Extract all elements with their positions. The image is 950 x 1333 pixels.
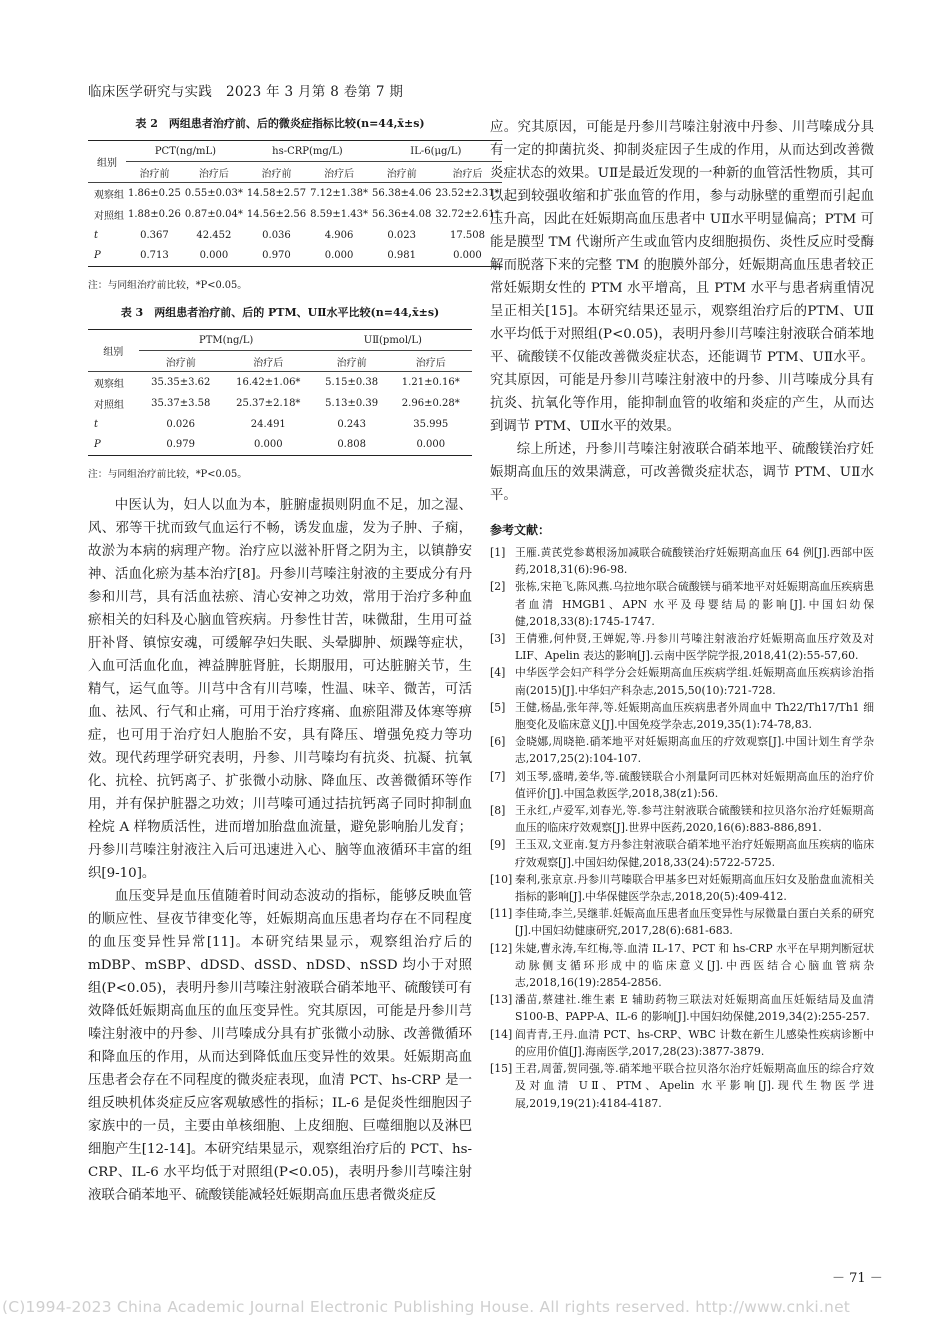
table-cell: 24.491	[250, 418, 286, 430]
table-cell: 8.59±1.43*	[310, 208, 369, 220]
table-row	[88, 393, 472, 414]
table-cell: 0.000	[416, 439, 446, 451]
table-cell: 0.036	[262, 229, 291, 241]
table2-subheader: 治疗后	[433, 162, 501, 183]
reference-number: [15]	[490, 1062, 513, 1076]
reference-text: 阎青青,王丹.血清 PCT、hs-CRP、WBC 计数在新生儿感染性疾病诊断中的应用价值[J].海南医学,2017,28(23):3877-3879.	[515, 1027, 874, 1058]
table-cell: 17.508	[449, 229, 485, 241]
body-paragraph: 应。究其原因，可能是丹参川芎嗪注射液中丹参、川芎嗪成分具有一定的抑菌抗炎、抑制炎症因子生成的作用，从而达到改善微炎症状态的效果。UⅡ是最近发现的一种新的血管活性物质，其可以起到较强收缩和扩张血管的作用，参与动脉壁的重塑而引起血压升高，因此在妊娠期高血压患者中 UⅡ水平明显偏高；PTM 可能是膜型 TM 代谢所产生或血管内皮细胞损伤、炎性反应时受酶解而脱落下来的完整 TM 的胞膜外部分，妊娠期高血压患者较正常妊娠期女性的 PTM 水平增高，且 PTM 水平与患者病重情况呈正相关[15]。本研究结果还显示，观察组治疗后的PTM、UⅡ水平均低于对照组(P<0.05)，表明丹参川芎嗪注射液联合硝苯地平、硫酸镁不仅能改善微炎症状态，还能调节 PTM、UⅡ水平。究其原因，可能是丹参川芎嗪注射液中的丹参、川芎嗪成分具有抗炎、抗氧化等作用，能抑制血管的收缩和炎症的产生，从而达到调节 PTM、UⅡ水平的效果。	[490, 120, 874, 434]
reference-text: 王玉双,文亚南.复方丹参注射液联合硝苯地平治疗妊娠期高血压疾病的临床疗效观察[J].中国妇幼保健,2018,33(24):5722-5725.	[515, 838, 874, 869]
table2-subheader: 治疗后	[308, 162, 370, 183]
reference-text: 中华医学会妇产科学分会妊娠期高血压疾病学组.妊娠期高血压疾病诊治指南(2015)[J].中华妇产科杂志,2015,50(10):721-728.	[515, 666, 874, 697]
table-cell: 0.981	[387, 250, 416, 262]
table-row	[88, 225, 502, 246]
reference-number: [2]	[490, 580, 506, 594]
reference-text: 潘苗,蔡建社.维生素 E 辅助药物三联法对妊娠期高血压妊娠结局及血清 S100-B、PAPP-A、IL-6 的影响[J].中国妇幼保健,2019,34(2):255-257.	[515, 993, 874, 1024]
reference-number: [9]	[490, 838, 506, 852]
copyright-footer	[0, 1298, 950, 1316]
table-cell: 4.906	[324, 229, 354, 241]
reference-text: 王永红,卢爱军,刘春光,等.参芎注射液联合硫酸镁和拉贝洛尔治疗妊娠期高血压的临床疗效观察[J].世界中医药,2020,16(6):883-886,891.	[515, 804, 874, 835]
table-cell: 7.12±1.38*	[310, 187, 369, 199]
right-column	[490, 116, 874, 1112]
table-row	[88, 435, 472, 456]
table-cell: 42.452	[196, 229, 232, 241]
reference-item	[490, 1060, 874, 1112]
table-cell: 1.21±0.16*	[401, 376, 460, 388]
table3-subheader: 治疗前	[139, 351, 223, 372]
table-cell: 对照组	[94, 399, 124, 411]
table-cell: P	[94, 439, 101, 451]
reference-item	[490, 544, 874, 578]
table-cell: t	[94, 418, 99, 430]
table-cell: 2.96±0.28*	[401, 397, 460, 409]
table2-group-header: 组别	[88, 141, 126, 183]
reference-item	[490, 836, 874, 870]
table2-header-il6: IL-6(μg/L)	[370, 141, 502, 162]
table-cell: 0.000	[324, 250, 354, 262]
table-cell: 14.58±2.57	[246, 187, 307, 199]
table-row	[88, 246, 502, 267]
reference-number: [7]	[490, 769, 506, 783]
table-cell: 14.56±2.56	[246, 208, 307, 220]
table2	[88, 140, 502, 267]
table2-subheader: 治疗前	[126, 162, 183, 183]
page-number: － 71 －	[832, 1271, 883, 1286]
table-cell: 35.37±3.58	[151, 397, 211, 409]
reference-text: 王倩雅,何仲贤,王婵妮,等.丹参川芎嗪注射液治疗妊娠期高血压疗效及对 LIF、Apelin 表达的影响[J].云南中医学院学报,2018,41(2):55-57,60.	[515, 632, 874, 663]
table-cell: 0.026	[166, 418, 196, 430]
reference-list	[490, 544, 874, 1112]
table-cell: 0.000	[199, 250, 229, 262]
reference-number: [8]	[490, 804, 506, 818]
body-paragraph: 血压变异是血压值随着时间动态波动的指标，能够反映血管的顺应性、昼夜节律变化等，妊娠期高血压患者均存在不同程度的血压变异性异常[11]。本研究结果显示，观察组治疗后的 mDBP、mSBP、dDSD、dSSD、nDSD、nSSD 均小于对照组(P<0.05)，表明丹参川芎嗪注射液联合硝苯地平、硫酸镁可有效降低妊娠期高血压的血压变异性。究其原因，可能是丹参川芎嗪注射液中的丹参、川芎嗪成分具有扩张微小动脉、改善微循环和降血压的作用，从而达到降低血压变异性的效果。妊娠期高血压患者会存在不同程度的微炎症表现，血清 PCT、hs-CRP 是一组反映机体炎症反应客观敏感性的指标；IL-6 是促炎性细胞因子家族中的一员，主要由单核细胞、上皮细胞、巨噬细胞以及淋巴细胞产生[12-14]。本研究结果显示，观察组治疗后的 PCT、hs-CRP、IL-6 水平均低于对照组(P<0.05)，表明丹参川芎嗪注射液联合硝苯地平、硫酸镁能减轻妊娠期高血压患者微炎症反	[88, 889, 472, 1203]
table3-subheader: 治疗前	[314, 351, 390, 372]
table-cell: t	[94, 229, 99, 241]
reference-text: 王雁.黄芪党参葛根汤加减联合硫酸镁治疗妊娠期高血压 64 例[J].西部中医药,2018,31(6):96-98.	[515, 546, 874, 577]
table3-header-u2: UⅡ(pmol/L)	[314, 330, 472, 351]
table-cell: 0.87±0.04*	[184, 208, 243, 220]
reference-text: 秦利,张京京.丹参川芎嗪联合甲基多巴对妊娠期高血压妇女及胎盘血流相关指标的影响[J].中华保健医学杂志,2018,20(5):409-412.	[515, 872, 874, 904]
reference-text: 张栋,宋艳飞,陈风燕.乌拉地尔联合硫酸镁与硝苯地平对妊娠期高血压疾病患者血清 HMGB1、APN 水平及母婴结局的影响[J].中国妇幼保健,2018,33(8):1745-1747.	[515, 580, 874, 628]
reference-number: [14]	[490, 1027, 513, 1041]
table-cell: 32.72±2.61*	[435, 208, 500, 220]
table-cell: 5.15±0.38	[325, 376, 379, 388]
reference-number: [4]	[490, 666, 506, 680]
reference-number: [10]	[490, 872, 513, 886]
table3-subheader: 治疗后	[390, 351, 472, 372]
table2-header-pct: PCT(ng/mL)	[126, 141, 245, 162]
table-cell: 35.35±3.62	[151, 376, 211, 388]
reference-item	[490, 802, 874, 836]
table2-subheader: 治疗前	[370, 162, 433, 183]
table-cell: 25.37±2.18*	[236, 397, 301, 409]
table-row	[88, 183, 502, 204]
table2-note: 注：与同组治疗前比较，*P<0.05。	[88, 280, 248, 291]
reference-text: 朱婕,曹永涛,车红梅,等.血清 IL-17、PCT 和 hs-CRP 水平在早期判断冠状动脉侧支循环形成中的临床意义[J].中西医结合心脑血管病杂志,2018,16(19):2854-2856.	[515, 941, 874, 990]
table-cell: 56.38±4.06	[372, 187, 432, 199]
table-row	[88, 204, 502, 225]
table-cell: 5.13±0.39	[325, 397, 379, 409]
reference-text: 王君,周蕾,贺同强,等.硝苯地平联合拉贝洛尔治疗妊娠期高血压的综合疗效及对血清 UⅡ、PTM、Apelin 水平影响[J].现代生物医学进展,2019,19(21):4184-4187.	[515, 1062, 874, 1110]
table2-header-hscrp: hs-CRP(mg/L)	[245, 141, 370, 162]
reference-item	[490, 905, 874, 939]
reference-item	[490, 991, 874, 1025]
copyright-text: (C)1994-2023 China Academic Journal Electronic Publishing House. All rights reserved. http://www.cnki.net	[2, 1298, 851, 1316]
table3-header-ptm: PTM(ng/L)	[139, 330, 314, 351]
reference-item	[490, 871, 874, 905]
reference-item	[490, 733, 874, 767]
table3-caption: 表 3 两组患者治疗前、后的 PTM、UⅡ水平比较(n=44,x̄±s)	[120, 306, 440, 319]
left-column	[88, 116, 500, 1207]
table-cell: 0.243	[337, 418, 366, 430]
body-paragraph: 中医认为，妇人以血为本，脏腑虚损则阴血不足，加之湿、风、邪等干扰而致气血运行不畅，诱发血虚，发为子肿、子痫，故淤为本病的病理产物。治疗应以滋补肝肾之阴为主，以镇静安神、活血化瘀为基本治疗[8]。丹参川芎嗪注射液的主要成分有丹参和川芎，具有活血祛瘀、清心安神之功效，常用于治疗多种血瘀相关的妇科及心脑血管疾病。丹参性甘苦，味微甜，生用可益肝补肾、镇惊安魂，可缓解孕妇失眠、头晕脚肿、烦躁等症状，入血可活血化血，裨益脾脏肾脏，长期服用，可达脏腑关节，生精气，运气血等。川芎中含有川芎嗪，性温、味辛、微苦，可活血、祛风、行气和止痛，可用于治疗疼痛、血瘀阻滞及体寒等痹症，也可用于治疗妇人胞胎不安，具有降压、增强免疫力等功效。现代药理学研究表明，丹参、川芎嗪均有抗炎、抗凝、抗氧化、抗栓、抗钙离子、扩张微小动脉、降血压、改善微循环等作用，并有保护脏器之功效；川芎嗪可通过拮抗钙离子同时抑制血栓烷 A 样物质活性，进而增加胎盘血流量，避免影响胎儿发育；丹参川芎嗪注射液注入后可迅速进入心、脑等血液循环丰富的组织[9-10]。	[88, 498, 472, 881]
table-cell: 0.023	[387, 229, 416, 241]
table-cell: 0.979	[166, 439, 196, 451]
reference-text: 金晓娜,周晓艳.硝苯地平对妊娠期高血压的疗效观察[J].中国计划生育学杂志,2017,25(2):104-107.	[515, 735, 874, 766]
reference-item	[490, 578, 874, 630]
table-cell: 35.995	[413, 418, 449, 430]
table-cell: 观察组	[94, 189, 124, 201]
reference-item	[490, 699, 874, 733]
reference-item	[490, 768, 874, 802]
table3-group-header: 组别	[88, 330, 139, 372]
table-cell: 0.55±0.03*	[184, 187, 243, 199]
table-cell: 0.000	[253, 439, 283, 451]
reference-item	[490, 1026, 874, 1060]
table-cell: 16.42±1.06*	[236, 376, 301, 388]
reference-text: 李佳琦,李兰,吴继菲.妊娠高血压患者血压变异性与尿微量白蛋白关系的研究[J].中国妇幼健康研究,2017,28(6):681-683.	[515, 907, 874, 938]
table3	[88, 329, 472, 456]
reference-number: [6]	[490, 735, 506, 749]
reference-item	[490, 664, 874, 698]
reference-number: [1]	[490, 546, 506, 559]
table-cell: 0.970	[262, 250, 291, 262]
table-cell: 1.86±0.25	[128, 187, 181, 199]
table3-subheader: 治疗后	[223, 351, 314, 372]
references-title: 参考文献：	[490, 523, 551, 537]
reference-text: 刘玉琴,盛晴,姜华,等.硫酸镁联合小剂量阿司匹林对妊娠期高血压的治疗价值评价[J].中国急救医学,2018,38(z1):56.	[515, 769, 874, 800]
reference-item	[490, 630, 874, 664]
running-header: 临床医学研究与实践 2023 年 3 月第 8 卷第 7 期	[88, 84, 404, 100]
reference-number: [12]	[490, 941, 513, 955]
table-cell: 0.713	[140, 250, 169, 262]
table-cell: 对照组	[94, 210, 124, 222]
conclusion-paragraph: 综上所述，丹参川芎嗪注射液联合硝苯地平、硫酸镁治疗妊娠期高血压的效果满意，可改善微炎症状态，调节 PTM、UⅡ水平。	[490, 442, 874, 503]
reference-item	[490, 940, 874, 992]
table2-subheader: 治疗前	[245, 162, 308, 183]
table-cell: P	[94, 250, 101, 262]
table2-subheader: 治疗后	[183, 162, 245, 183]
reference-number: [3]	[490, 632, 506, 646]
table-cell: 0.808	[337, 439, 366, 451]
table-cell: 0.367	[140, 229, 169, 241]
table-cell: 观察组	[94, 378, 124, 390]
reference-number: [13]	[490, 993, 513, 1007]
reference-number: [5]	[490, 700, 506, 714]
table-cell: 0.000	[453, 250, 482, 262]
table3-note: 注：与同组治疗前比较，*P<0.05。	[88, 469, 248, 480]
table-cell: 56.36±4.08	[372, 208, 432, 220]
table-cell: 1.88±0.26	[128, 208, 181, 220]
table2-caption: 表 2 两组患者治疗前、后的微炎症指标比较(n=44,x̄±s)	[135, 117, 425, 130]
table-row	[88, 372, 472, 393]
table-cell: 23.52±2.31*	[435, 187, 500, 199]
reference-text: 王健,杨晶,张年萍,等.妊娠期高血压疾病患者外周血中 Th22/Th17/Th1 细胞变化及临床意义[J].中国免疫学杂志,2019,35(1):74-78,83.	[515, 700, 874, 732]
table-row	[88, 414, 472, 435]
reference-number: [11]	[490, 907, 513, 921]
